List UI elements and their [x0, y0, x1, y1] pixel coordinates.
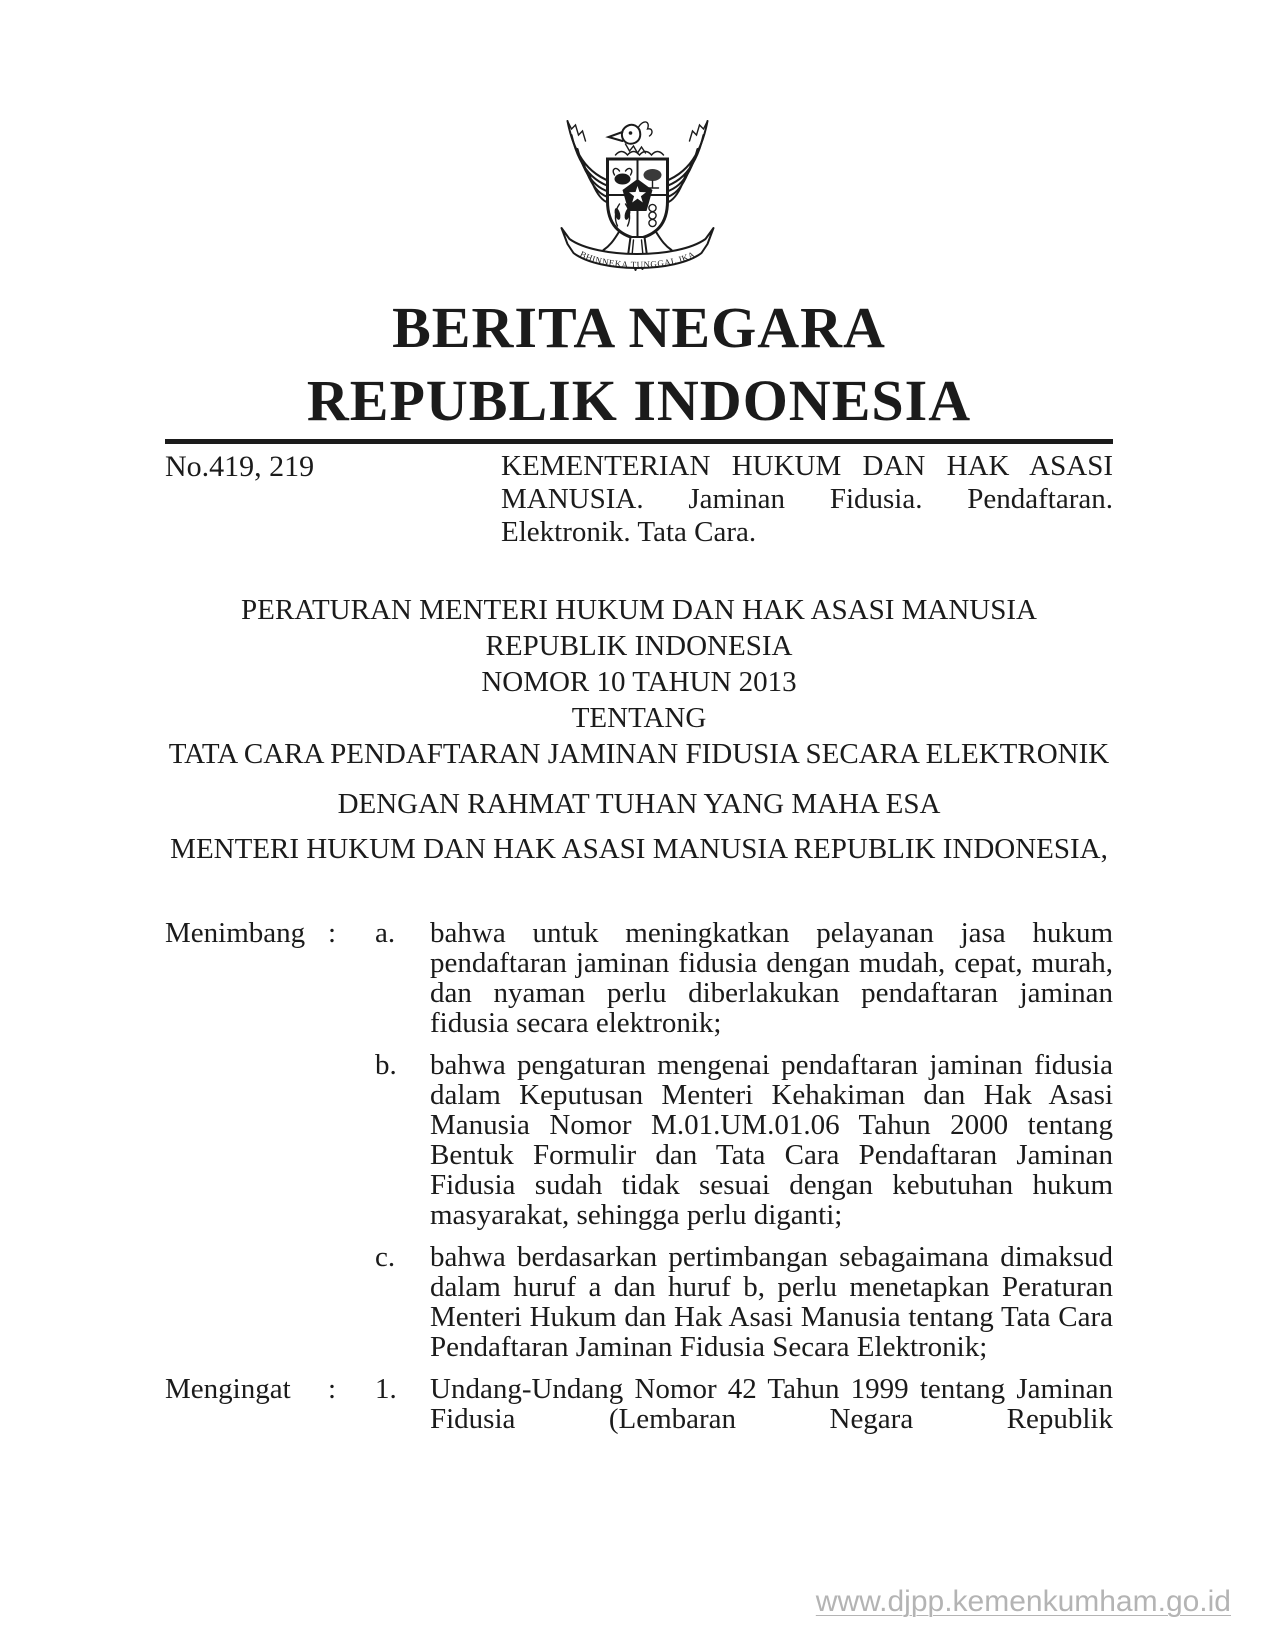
emblem-motto-text: BHINNEKA TUNGGAL IKA [578, 249, 697, 270]
regulation-title-line: PERATURAN MENTERI HUKUM DAN HAK ASASI MANUSIA [241, 594, 1037, 626]
masthead-rule [165, 439, 1113, 444]
consideration-item-a [375, 918, 1113, 1038]
item-marker: b. [375, 1049, 397, 1081]
considerations-colon: : [328, 917, 337, 949]
legal-basis-label: Mengingat [165, 1373, 291, 1405]
invocation-line: DENGAN RAHMAT TUHAN YANG MAHA ESA [337, 788, 941, 820]
item-marker: c. [375, 1241, 396, 1273]
regulation-title-line: TENTANG [571, 702, 707, 734]
item-text: bahwa pengaturan mengenai pendaftaran jaminan fidusia dalam Keputusan Menteri Kehakiman dan Hak Asasi Manusia Nomor M.01.UM.01.06 Tahun 2000 tentang Bentuk Formulir dan Tata Cara Pendaftaran Jaminan Fidusia sudah tidak sesuai dengan kebutuhan hukum masyarakat, sehingga perlu diganti; [430, 1049, 1113, 1231]
watermark-link[interactable]: www.djpp.kemenkumham.go.id [815, 1585, 1231, 1618]
regulation-title-line: REPUBLIK INDONESIA [485, 630, 793, 662]
consideration-item-c [375, 1242, 1113, 1362]
considerations-items [375, 918, 1113, 1374]
item-text: bahwa untuk meningkatkan pelayanan jasa hukum pendaftaran jaminan fidusia dengan mudah, cepat, murah, dan nyaman perlu diberlakukan pendaftaran jaminan fidusia secara elektronik; [430, 917, 1113, 1039]
masthead-title-line1: BERITA NEGARA [392, 295, 886, 360]
legal-basis-items [375, 1374, 1113, 1446]
gazette-subject: KEMENTERIAN HUKUM DAN HAK ASASI MANUSIA. Jaminan Fidusia. Pendaftaran. Elektronik. Tata Cara. [501, 450, 1113, 548]
regulation-title-line: TATA CARA PENDAFTARAN JAMINAN FIDUSIA SECARA ELEKTRONIK [168, 738, 1110, 770]
item-marker: 1. [375, 1373, 397, 1405]
item-marker: a. [375, 917, 396, 949]
regulation-body [165, 918, 1113, 1446]
authority-line: MENTERI HUKUM DAN HAK ASASI MANUSIA REPUBLIK INDONESIA, [170, 833, 1108, 865]
considerations-section [165, 918, 1113, 1374]
legal-basis-section [165, 1374, 1113, 1446]
considerations-label: Menimbang [165, 917, 306, 949]
legal-basis-colon: : [328, 1373, 337, 1405]
item-text: Undang-Undang Nomor 42 Tahun 1999 tentang Jaminan Fidusia (Lembaran Negara Republik [430, 1373, 1113, 1435]
masthead-title [165, 291, 1113, 437]
regulation-title-line: NOMOR 10 TAHUN 2013 [481, 666, 797, 698]
regulation-title-block [165, 592, 1113, 867]
pancasila-shield [608, 159, 668, 239]
gazette-number: No.419, 219 [165, 450, 315, 483]
garuda-pancasila-emblem [535, 83, 740, 283]
masthead-title-line2: REPUBLIK INDONESIA [306, 368, 972, 433]
item-text: bahwa berdasarkan pertimbangan sebagaimana dimaksud dalam huruf a dan huruf b, perlu menetapkan Peraturan Menteri Hukum dan Hak Asasi Manusia tentang Tata Cara Pendaftaran Jaminan Fidusia Secara Elektronik; [430, 1241, 1113, 1363]
consideration-item-b [375, 1050, 1113, 1230]
legal-basis-item-1 [375, 1374, 1113, 1434]
garuda-head [609, 122, 652, 153]
